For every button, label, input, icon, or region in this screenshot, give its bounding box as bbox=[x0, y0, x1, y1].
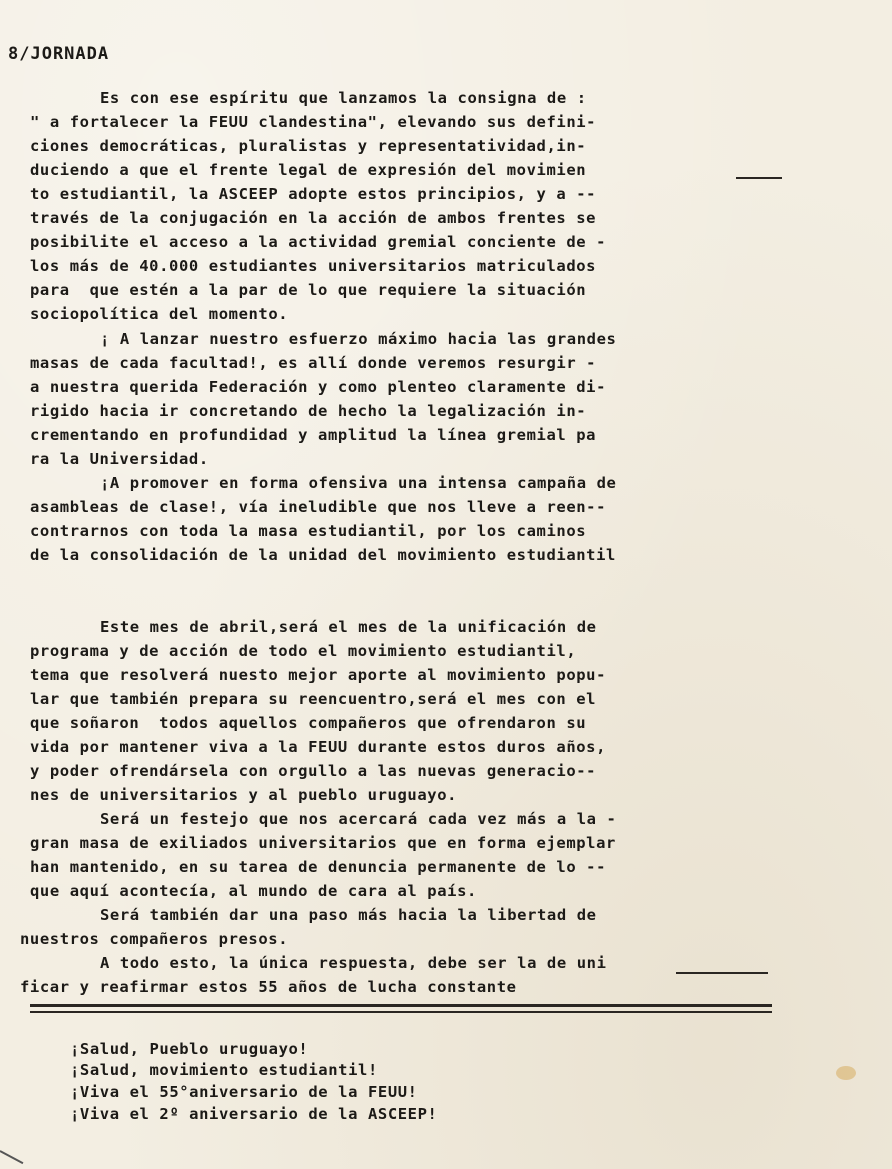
salutation-line: ¡Viva el 2º aniversario de la ASCEEP! bbox=[70, 1105, 438, 1123]
text-line: " a fortalecer la FEUU clandestina", elevando sus defini- bbox=[30, 113, 597, 131]
text-line: to estudiantil, la ASCEEP adopte estos principios, y a -- bbox=[30, 185, 597, 203]
text-line: Será un festejo que nos acercará cada vez más a la - bbox=[100, 810, 617, 828]
text-line: a nuestra querida Federación y como plenteo claramente di- bbox=[30, 378, 607, 396]
text-line: gran masa de exiliados universitarios que en forma ejemplar bbox=[30, 834, 616, 852]
text-line: rigido hacia ir concretando de hecho la legalización in- bbox=[30, 402, 587, 420]
text-line: contrarnos con toda la masa estudiantil, por los caminos bbox=[30, 522, 587, 540]
text-line: nes de universitarios y al pueblo uruguayo. bbox=[30, 786, 458, 804]
text-line: han mantenido, en su tarea de denuncia permanente de lo -- bbox=[30, 858, 607, 876]
text-line: vida por mantener viva a la FEUU durante estos duros años, bbox=[30, 738, 607, 756]
underline-mark bbox=[676, 972, 768, 974]
text-line: sociopolítica del momento. bbox=[30, 305, 289, 323]
text-line: nuestros compañeros presos. bbox=[20, 930, 289, 948]
text-line: ¡A promover en forma ofensiva una intensa campaña de bbox=[100, 474, 617, 492]
text-line: A todo esto, la única respuesta, debe ser la de uni bbox=[100, 954, 607, 972]
text-line: de la consolidación de la unidad del movimiento estudiantil bbox=[30, 546, 616, 564]
text-line: crementando en profundidad y amplitud la línea gremial pa bbox=[30, 426, 597, 444]
salutation-line: ¡Viva el 55°aniversario de la FEUU! bbox=[70, 1083, 418, 1101]
page-header: 8/JORNADA bbox=[8, 44, 110, 64]
paper-stain bbox=[836, 1066, 856, 1080]
text-line: asambleas de clase!, vía ineludible que nos lleve a reen-- bbox=[30, 498, 607, 516]
text-line: través de la conjugación en la acción de ambos frentes se bbox=[30, 209, 597, 227]
text-line: Este mes de abril,será el mes de la unificación de bbox=[100, 618, 597, 636]
text-line: ciones democráticas, pluralistas y representatividad,in- bbox=[30, 137, 587, 155]
text-line: ¡ A lanzar nuestro esfuerzo máximo hacia las grandes bbox=[100, 330, 617, 348]
text-line: posibilite el acceso a la actividad gremial conciente de - bbox=[30, 233, 607, 251]
salutation-line: ¡Salud, movimiento estudiantil! bbox=[70, 1061, 378, 1079]
salutation-line: ¡Salud, Pueblo uruguayo! bbox=[70, 1040, 309, 1058]
text-line: y poder ofrendársela con orgullo a las nuevas generacio-- bbox=[30, 762, 597, 780]
text-line: para que estén a la par de lo que requiere la situación bbox=[30, 281, 587, 299]
text-line: lar que también prepara su reencuentro,será el mes con el bbox=[30, 690, 597, 708]
text-line: que aquí acontecía, al mundo de cara al país. bbox=[30, 882, 477, 900]
text-line: duciendo a que el frente legal de expresión del movimien bbox=[30, 161, 587, 179]
corner-mark bbox=[0, 1150, 23, 1164]
text-line: Será también dar una paso más hacia la libertad de bbox=[100, 906, 597, 924]
underline-mark bbox=[736, 177, 782, 179]
text-line: que soñaron todos aquellos compañeros que ofrendaron su bbox=[30, 714, 587, 732]
text-line: ficar y reafirmar estos 55 años de lucha constante bbox=[20, 978, 517, 996]
text-line: ra la Universidad. bbox=[30, 450, 209, 468]
text-line: tema que resolverá nuesto mejor aporte al movimiento popu- bbox=[30, 666, 607, 684]
text-line: Es con ese espíritu que lanzamos la consigna de : bbox=[100, 89, 587, 107]
divider-rule bbox=[30, 1011, 772, 1013]
divider-rule bbox=[30, 1004, 772, 1007]
text-line: programa y de acción de todo el movimiento estudiantil, bbox=[30, 642, 577, 660]
text-line: masas de cada facultad!, es allí donde veremos resurgir - bbox=[30, 354, 597, 372]
text-line: los más de 40.000 estudiantes universitarios matriculados bbox=[30, 257, 597, 275]
